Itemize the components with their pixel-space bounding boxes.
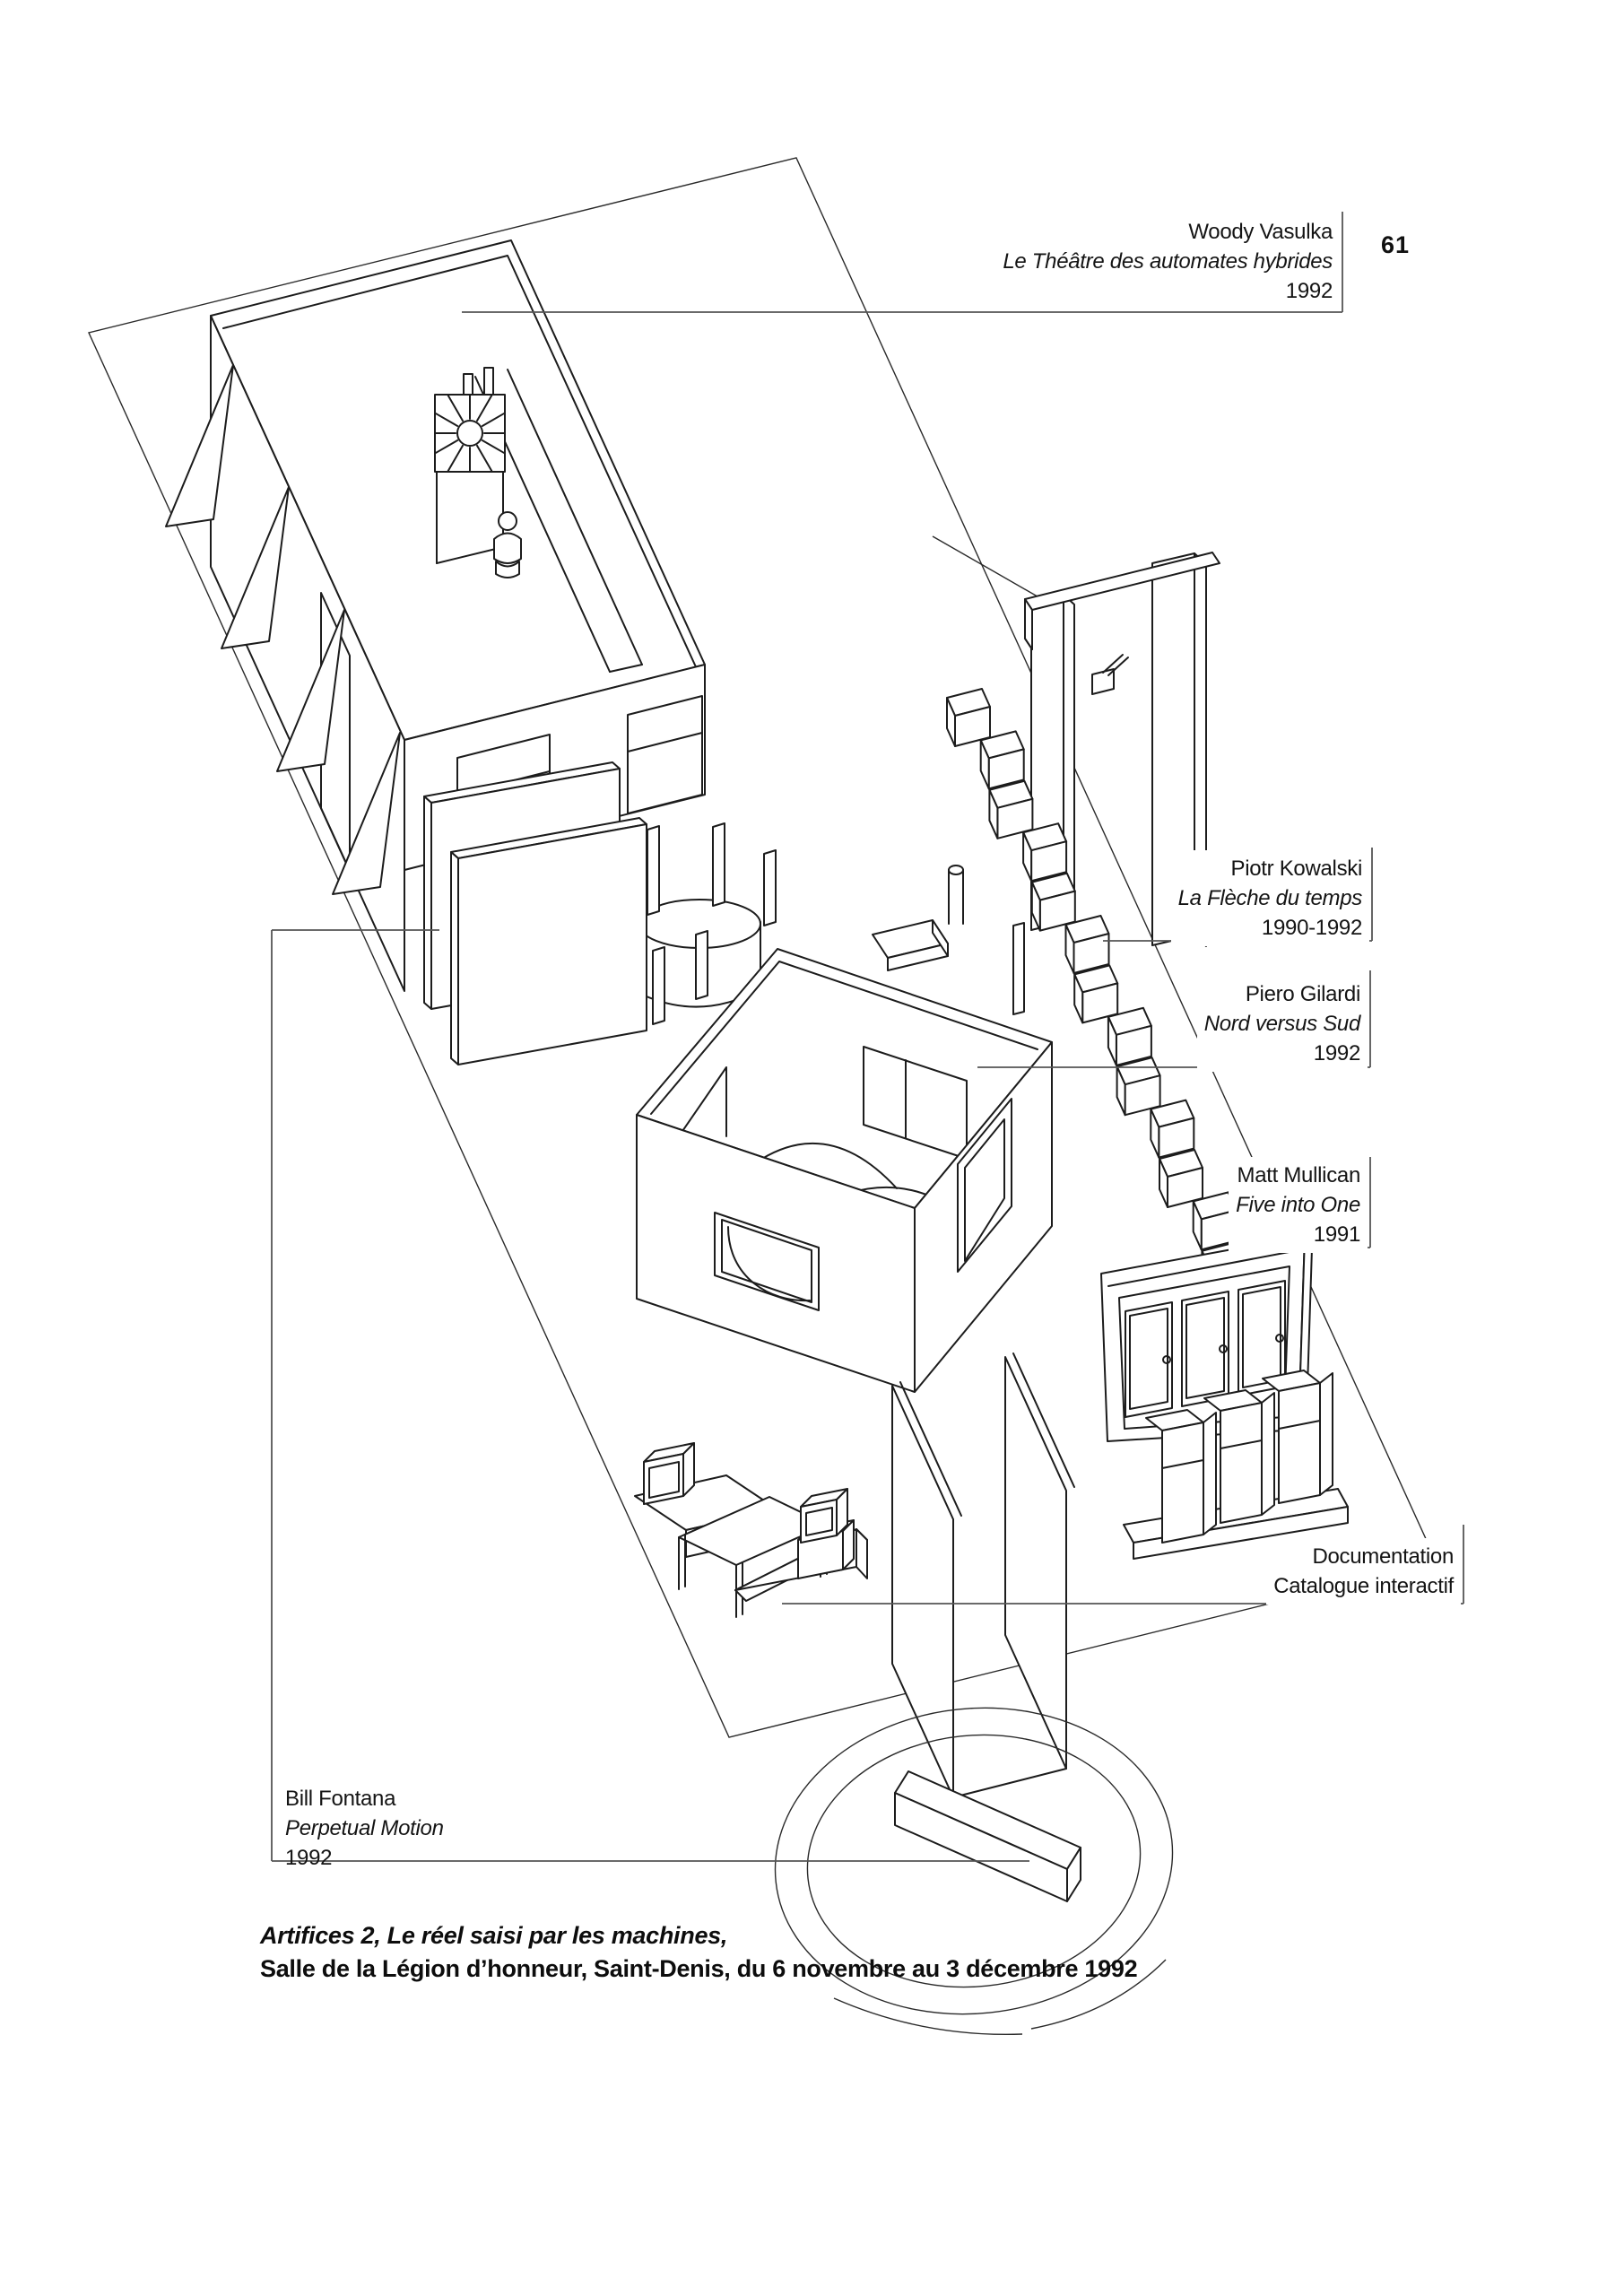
pedestal-slab	[873, 920, 948, 970]
artist-name: Woody Vasulka	[1188, 220, 1333, 244]
artwork-year: 1990-1992	[1261, 916, 1362, 940]
caption	[260, 1919, 1137, 1986]
artwork-year: 1991	[1313, 1222, 1360, 1247]
artwork-year: 1992	[1313, 1041, 1360, 1065]
artwork-year: 1992	[1285, 279, 1333, 303]
artist-name: Documentation	[1312, 1544, 1454, 1569]
label-documentation	[1266, 1538, 1461, 1605]
label-bill-fontana	[278, 1780, 451, 1876]
artwork-title: La Flèche du temps	[1177, 886, 1362, 910]
label-piero-gilardi	[1197, 976, 1368, 1072]
artist-name: Piero Gilardi	[1245, 982, 1360, 1006]
mullican-panel	[1101, 1236, 1348, 1559]
fontana-beam	[895, 1771, 1081, 1901]
documentation-area	[635, 1443, 867, 1617]
artwork-title: Five into One	[1236, 1193, 1360, 1217]
artwork-title: Nord versus Sud	[1203, 1012, 1360, 1036]
label-woody-vasulka	[995, 213, 1340, 309]
page-number: 61	[1381, 231, 1411, 258]
artwork-year: 1992	[285, 1846, 333, 1870]
caption-title: Artifices 2, Le réel saisi par les machines,	[260, 1922, 728, 1949]
gilardi-room	[637, 949, 1052, 1392]
artwork-title: Perpetual Motion	[285, 1816, 444, 1840]
caption-venue: Salle de la Légion d’honneur, Saint-Denis, du 6 novembre au 3 décembre 1992	[260, 1955, 1138, 1982]
thin-column	[949, 865, 963, 924]
label-matt-mullican	[1229, 1157, 1368, 1253]
artist-name: Piotr Kowalski	[1230, 857, 1362, 881]
label-piotr-kowalski	[1171, 850, 1369, 946]
artwork-title: Catalogue interactif	[1273, 1574, 1454, 1598]
projection-screens	[424, 762, 647, 1065]
artist-name: Bill Fontana	[285, 1787, 396, 1811]
computer-monitor-2	[798, 1489, 854, 1578]
artwork-title: Le Théâtre des automates hybrides	[1003, 249, 1333, 274]
artist-name: Matt Mullican	[1237, 1163, 1360, 1187]
freestanding-walls	[892, 1353, 1074, 1797]
